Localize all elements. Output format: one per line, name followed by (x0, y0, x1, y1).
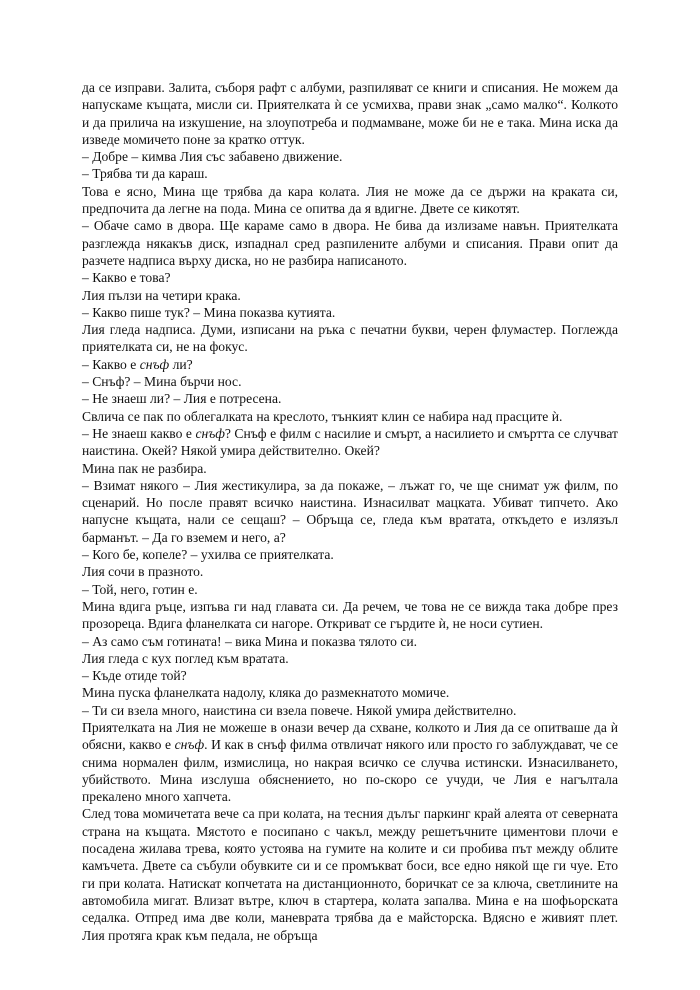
paragraph: – Взимат някого – Лия жестикулира, за да покаже, – лъжат го, че ще снимат уж филм, по сценарий. Но после правят всичко наистина. Изнасилват мацката. Убиват типчето. Ако напусне къщата, нали се сещаш? – Обръща се, гледа към вратата, откъдето е излязъл барманът. – Да го вземем и него, а? (82, 477, 618, 545)
paragraph: Мина пуска фланелката надолу, кляка до размекнатото момиче. (82, 685, 450, 701)
paragraph: да се изправи. Залита, съборя рафт с албуми, разпиляват се книги и списания. Не можем да напускаме къщата, мисли си. Приятелката ѝ се усмихва, прави знак „само малко“. Колкото и да прилича на изкушение, на злоупотреба и подмамване, може би не е така. Мина иска да изведе момичето поне за кратко оттук. (82, 80, 618, 147)
italic-term: снъф (139, 356, 170, 372)
paragraph: – Не знаеш какво е снъф? Снъф е филм с насилие и смърт, а насилието и смъртта се случват наистина. Окей? Някой умира действително. Окей? (82, 425, 618, 459)
italic-term: снъф (195, 425, 225, 441)
paragraph: – Снъф? – Мина бърчи нос. (82, 374, 242, 390)
paragraph: – Къде отиде той? (82, 668, 187, 684)
paragraph: След това момичетата вече са при колата, на тесния дълъг паркинг край алеята от северната страна на къщата. Мястото е посипано с чакъл, между решетъчните циментови плочи е посадена жилава трева, която устоява на гумите на колите и си пробива път между облите камъчета. Двете са събули обувките си и се промъкват боси, все едно някой ще ги чуе. Ето ги при колата. Натискат копчетата на дистанционното, боричкат се за ключа, светлините на автомобила мигат. Влизат вътре, ключ в стартера, колата запалва. Мина е на шофьорската седалка. Отпред има две коли, маневрата трябва да е майсторска. Вдясно е живият плет. Лия протяга крак към педала, не обръща (82, 806, 618, 943)
paragraph: – Какво пише тук? – Мина показва кутията. (82, 304, 336, 320)
paragraph: – Какво е снъф ли? (82, 356, 193, 372)
paragraph: – Ти си взела много, наистина си взела повече. Някой умира действително. (82, 702, 517, 718)
paragraph: Свлича се пак по облегалката на креслото, тънкият клин се набира над прасците ѝ. (82, 408, 563, 424)
italic-term: снъф (174, 737, 205, 753)
paragraph: Лия пълзи на четири крака. (82, 287, 241, 303)
paragraph: – Кого бе, копеле? – ухилва се приятелката. (82, 547, 334, 563)
paragraph: – Той, него, готин е. (82, 581, 198, 597)
paragraph: Лия гледа с кух поглед към вратата. (82, 650, 289, 666)
paragraph: – Не знаеш ли? – Лия е потресена. (82, 391, 282, 407)
paragraph: – Добре – кимва Лия със забавено движение. (82, 149, 343, 165)
paragraph: Лия сочи в празното. (82, 564, 204, 580)
document-body (82, 79, 618, 944)
paragraph: Приятелката на Лия не можеше в онази вечер да схване, колкото и Лия да се опитваше да ѝ обясни, какво е снъф. И как в снъф филма отвличат някого или просто го заблуждават, че се снима нормален филм, измислица, но накрая всичко се случва истински. Изнасилването, убийството. Мина изслуша обяснението, но по-скоро се учуди, че Лия е нагълтала прекалено много хапчета. (82, 719, 618, 805)
paragraph: – Какво е това? (82, 270, 171, 286)
paragraph: Лия гледа надписа. Думи, изписани на ръка с печатни букви, черен флумастер. Поглежда приятелката си, не на фокус. (82, 322, 618, 355)
paragraph: Това е ясно, Мина ще трябва да кара колата. Лия не може да се държи на краката си, предпочита да легне на пода. Мина се опитва да я вдигне. Двете се кикотят. (82, 183, 618, 217)
paragraph: – Трябва ти да караш. (82, 166, 208, 182)
paragraph: – Аз само съм готината! – вика Мина и показва тялото си. (82, 633, 418, 649)
paragraph: – Обаче само в двора. Ще караме само в двора. Не бива да излизаме навън. Приятелката разглежда някакъв диск, изпаднал сред разпилените албуми и списания. Прави опит да разчете надписа върху диска, но не разбира написаното. (82, 218, 618, 268)
paragraph: Мина пак не разбира. (82, 460, 207, 476)
paragraph: Мина вдига ръце, изпъва ги над главата си. Да речем, че това не се вижда така добре през прозореца. Вдига фланелката си нагоре. Откриват се гърдите ѝ, не носи сутиен. (82, 598, 618, 632)
